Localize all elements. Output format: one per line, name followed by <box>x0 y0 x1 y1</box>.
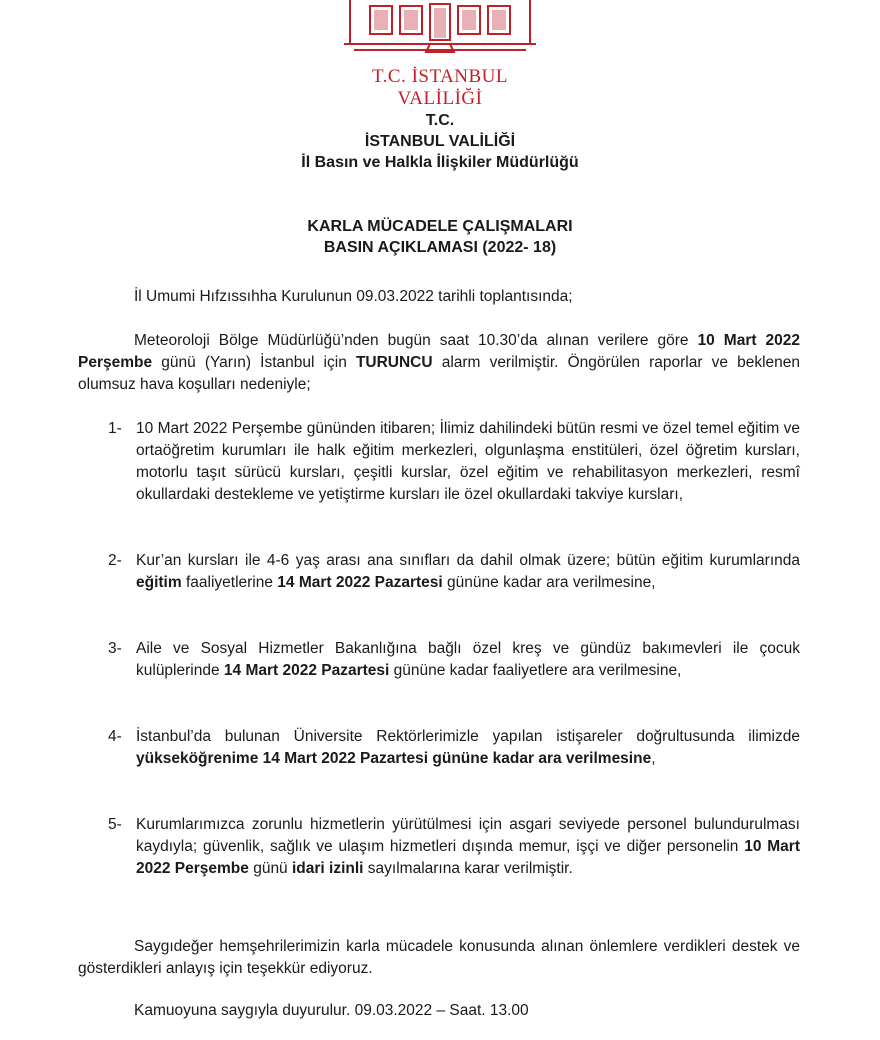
list-item-text: İstanbul’da bulunan Üniversite Rektörlerimizle yapılan istişareler doğrultusunda ilimizde yükseköğrenime 14 Mart 2022 Pazartesi gününe kadar ara verilmesine, <box>136 728 800 767</box>
weather-paragraph: Meteoroloji Bölge Müdürlüğü’nden bugün saat 10.30’da alınan verilere göre 10 Mart 2022 Perşembe günü (Yarın) İstanbul için TURUNCU alarm verilmiştir. Öngörülen raporlar ve beklenen olumsuz hava koşulları nedeniyle; <box>78 332 801 393</box>
list-item-text: Aile ve Sosyal Hizmetler Bakanlığına bağlı özel kreş ve gündüz bakımevleri ile çocuk kulüplerinde 14 Mart 2022 Pazartesi gününe kadar faaliyetlere ara verilmesine, <box>136 640 800 679</box>
header-tc: T.C. <box>425 112 455 129</box>
list-item <box>78 418 800 506</box>
list-number: 4- <box>108 728 122 745</box>
list-item-text: Kurumlarımızca zorunlu hizmetlerin yürütülmesi için asgari seviyede personel bulundurulması kaydıyla; güvenlik, sağlık ve ulaşım hizmetleri dışında memur, işçi ve diğer personelin 10 Mart 2022 Perşembe günü idari izinli sayılmalarına karar verilmiştir. <box>136 816 800 877</box>
logo-text: T.C. İSTANBUL VALİLİĞİ <box>371 66 509 109</box>
list-item <box>78 638 800 682</box>
list-item <box>78 550 800 594</box>
closing-paragraph: Saygıdeğer hemşehrilerimizin karla mücadele konusunda alınan önlemlere verdikleri destek ve gösterdikleri anlayış için teşekkür ediyoruz. <box>78 938 800 977</box>
governorship-logo <box>330 0 550 109</box>
document-subtitle: BASIN AÇIKLAMASI (2022- 18) <box>323 239 557 256</box>
list-item-text: 10 Mart 2022 Perşembe gününden itibaren; İlimiz dahilindeki bütün resmi ve özel temel eğitim ve ortaöğretim kurumları ile halk eğitim merkezleri, olgunlaşma enstitüleri, özel öğretim kursları, motorlu taşıt sürücü kursları, çeşitli kurslar, özel eğitim ve rehabilitasyon merkezleri, resmî okullardaki destekleme ve yetiştirme kursları ile özel okullardaki takviye kursları, <box>136 420 800 503</box>
intro-paragraph: İl Umumi Hıfzıssıhha Kurulunun 09.03.2022 tarihli toplantısında; <box>134 288 573 305</box>
document-title: KARLA MÜCADELE ÇALIŞMALARI <box>307 218 573 235</box>
building-icon <box>330 0 550 64</box>
list-number: 2- <box>108 552 122 569</box>
header-department: İl Basın ve Halkla İlişkiler Müdürlüğü <box>301 154 579 171</box>
list-item-text: Kur’an kursları ile 4-6 yaş arası ana sınıfları da dahil olmak üzere; bütün eğitim kurumlarında eğitim faaliyetlerine 14 Mart 2022 Pazartesi gününe kadar ara verilmesine, <box>136 552 800 591</box>
list-number: 3- <box>108 640 122 657</box>
list-item <box>78 726 800 770</box>
list-item <box>78 814 800 880</box>
list-number: 1- <box>108 420 122 437</box>
header-governorship: İSTANBUL VALİLİĞİ <box>364 133 516 150</box>
list-number: 5- <box>108 816 122 833</box>
signoff-line: Kamuoyuna saygıyla duyurulur. 09.03.2022 – Saat. 13.00 <box>134 1002 529 1019</box>
